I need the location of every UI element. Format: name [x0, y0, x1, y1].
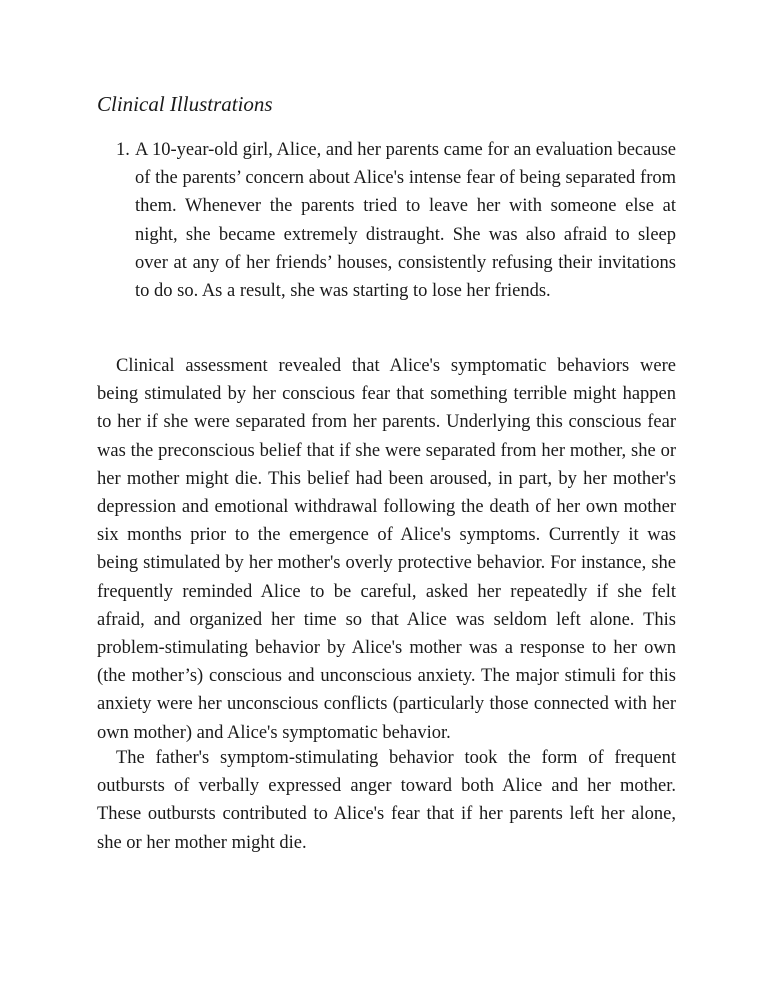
- list-item-text: A 10-year-old girl, Alice, and her parents came for an evaluation because of the parents’ concern about Alice's intense fear of being separated from them. Whenever the parents tried to leave her with someone else at night, she became extremely distraught. She was also afraid to sleep over at any of her friends’ houses, consistently refusing their invitations to do so. As a result, she was starting to lose her friends.: [135, 140, 676, 302]
- section-heading: Clinical Illustrations: [97, 92, 273, 116]
- list-item-number: 1.: [116, 140, 130, 160]
- paragraph-clinical-assessment: Clinical assessment revealed that Alice's symptomatic behaviors were being stimulated by her conscious fear that something terrible might happen to her if she were separated from her parents. Underlying this conscious fear was the preconscious belief that if she were separated from her mother, she or her mother might die. This belief had been aroused, in part, by her mother's depression and emotional withdrawal following the death of her own mother six months prior to the emergence of Alice's symptoms. Currently it was being stimulated by her mother's overly protective behavior. For instance, she frequently reminded Alice to be careful, asked her repeatedly if she felt afraid, and organized her time so that Alice was seldom left alone. This problem-stimulating behavior by Alice's mother was a response to her own (the mother’s) conscious and unconscious anxiety. The major stimuli for this anxiety were her unconscious conflicts (particularly those connected with her own mother) and Alice's symptomatic behavior.: [97, 356, 676, 743]
- paragraph-father-behavior: The father's symptom-stimulating behavior took the form of frequent outbursts of verbally expressed anger toward both Alice and her mother. These outbursts contributed to Alice's fear that if her parents left her alone, she or her mother might die.: [97, 748, 676, 853]
- case-list: [116, 136, 676, 305]
- list-item: [116, 136, 676, 305]
